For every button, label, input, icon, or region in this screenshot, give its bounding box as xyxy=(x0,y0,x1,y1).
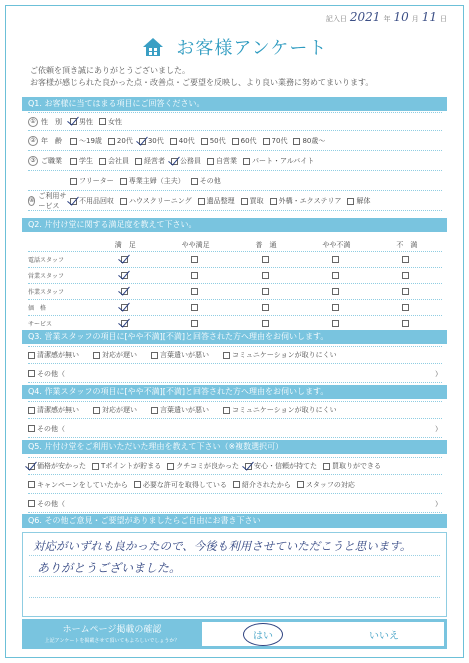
memo-line xyxy=(29,597,440,598)
option[interactable] xyxy=(93,350,137,360)
q5-row1 xyxy=(28,457,442,475)
checkbox[interactable] xyxy=(28,481,35,488)
option[interactable] xyxy=(347,196,370,206)
q2-cell xyxy=(160,320,230,327)
checkbox[interactable] xyxy=(120,178,127,185)
consent-options xyxy=(202,622,444,646)
option-label: 40代 xyxy=(178,137,195,145)
option[interactable] xyxy=(28,350,79,360)
option-label: 50代 xyxy=(209,137,226,145)
q3-other-row xyxy=(28,365,442,383)
consent-subtitle: 上記アンケートを掲載させて頂いてもよろしいでしょうか？ xyxy=(44,638,180,644)
checkbox[interactable] xyxy=(191,272,198,279)
checkbox[interactable] xyxy=(332,304,339,311)
q2-cell xyxy=(160,256,230,263)
option-label: その他（ xyxy=(37,424,65,433)
q2-cell xyxy=(160,272,230,279)
option[interactable] xyxy=(170,136,195,146)
homepage-consent xyxy=(22,619,447,649)
q2-cell xyxy=(231,288,301,295)
option[interactable] xyxy=(270,196,342,206)
checkbox[interactable] xyxy=(263,138,270,145)
q2-column-2: 普 通 xyxy=(255,240,277,249)
q2-cell xyxy=(301,272,371,279)
checkbox[interactable] xyxy=(134,481,141,488)
option[interactable] xyxy=(93,405,137,415)
q1-row xyxy=(28,192,442,211)
option[interactable] xyxy=(70,176,114,186)
row-number: ② xyxy=(28,136,38,146)
q4-options-row xyxy=(28,401,442,419)
option[interactable] xyxy=(28,405,79,415)
option-label: 価格が安かった xyxy=(37,462,86,470)
q1-row xyxy=(28,152,442,171)
q3-options-row xyxy=(28,346,442,364)
option-label: 公務員 xyxy=(180,157,201,165)
option-label: 対応が遅い xyxy=(102,351,137,359)
checkbox[interactable] xyxy=(293,138,300,145)
option-label: 30代 xyxy=(147,137,164,145)
option-label: 学生 xyxy=(79,157,93,165)
date-day-unit: 日 xyxy=(440,15,447,23)
option-label: その他（ xyxy=(37,369,65,378)
option[interactable] xyxy=(70,196,114,206)
checkbox[interactable] xyxy=(207,158,214,165)
checkbox[interactable] xyxy=(121,288,128,295)
checkbox[interactable] xyxy=(28,425,35,432)
checkbox[interactable] xyxy=(191,320,198,327)
q2-cell xyxy=(231,272,301,279)
intro-text xyxy=(30,65,373,89)
checkbox[interactable] xyxy=(135,158,142,165)
option[interactable] xyxy=(223,405,337,415)
close-paren: ） xyxy=(435,424,442,433)
checkbox[interactable] xyxy=(28,463,35,470)
checkbox[interactable] xyxy=(99,118,106,125)
option-label: 男性 xyxy=(79,117,93,126)
option[interactable] xyxy=(99,156,129,166)
q2-cell xyxy=(90,256,160,263)
q2-cell xyxy=(372,320,442,327)
q2-column-3: やや不満 xyxy=(322,240,351,249)
option[interactable] xyxy=(70,136,102,146)
option-label: 必要な許可を取得している xyxy=(142,480,227,489)
row-label: ご利用サービス xyxy=(38,192,67,210)
option[interactable] xyxy=(323,461,381,471)
option-label: 自営業 xyxy=(216,157,237,165)
comment-line-1: 対応がいずれも良かったので、今後も利用させていただこうと思います。 xyxy=(33,539,412,553)
option[interactable] xyxy=(70,156,93,166)
option[interactable] xyxy=(28,499,65,509)
option-label: 80歳～ xyxy=(302,137,326,145)
option[interactable] xyxy=(241,196,264,206)
q2-column-0: 満 足 xyxy=(114,240,136,249)
memo-line xyxy=(29,555,440,556)
q2-column-4: 不 満 xyxy=(396,240,418,249)
q1-heading: Q1. お客様に当てはまる項目にご回答ください。 xyxy=(22,97,447,111)
checkbox[interactable] xyxy=(198,198,205,205)
comment-box[interactable] xyxy=(22,532,447,617)
checkbox[interactable] xyxy=(223,407,230,414)
date-year-unit: 年 xyxy=(383,15,391,23)
checkbox[interactable] xyxy=(332,256,339,263)
option[interactable] xyxy=(28,461,86,471)
checkbox[interactable] xyxy=(232,138,239,145)
option[interactable] xyxy=(198,196,235,206)
option-label: 対応が遅い xyxy=(102,406,137,414)
option-label: キャンペーンをしていたから xyxy=(37,480,128,489)
checkbox[interactable] xyxy=(297,481,304,488)
q5-row2 xyxy=(28,476,442,494)
checkbox[interactable] xyxy=(121,304,128,311)
checkbox[interactable] xyxy=(92,463,99,470)
option-label: 紹介されたから xyxy=(241,480,291,489)
q2-row xyxy=(28,315,442,331)
q2-cell xyxy=(231,320,301,327)
q2-row xyxy=(28,251,442,267)
checkbox[interactable] xyxy=(323,463,330,470)
checkbox[interactable] xyxy=(262,320,269,327)
comment-line-2: ありがとうございました。 xyxy=(37,561,182,575)
option[interactable] xyxy=(70,117,93,127)
row-number: ④ xyxy=(29,197,35,204)
option-label: コミュニケーションが取りにくい xyxy=(232,351,337,359)
checkbox[interactable] xyxy=(402,272,409,279)
checkbox[interactable] xyxy=(233,481,240,488)
option[interactable] xyxy=(139,136,164,146)
q2-cell xyxy=(160,304,230,311)
q1-row-label xyxy=(28,136,70,146)
consent-title: ホームページ掲載の確認 xyxy=(62,625,162,635)
checkbox[interactable] xyxy=(28,407,35,414)
option-label: 会社員 xyxy=(108,157,129,165)
option[interactable] xyxy=(120,176,185,186)
intro-line: お客様が感じられた良かった点・改善点・ご要望を反映し、より良い業務に努めてまいります。 xyxy=(30,78,374,87)
checkbox[interactable] xyxy=(70,198,77,205)
option[interactable] xyxy=(167,461,239,471)
checkbox[interactable] xyxy=(28,352,35,359)
row-label: ご職業 xyxy=(41,157,62,165)
option[interactable] xyxy=(297,480,355,490)
date-month-unit: 月 xyxy=(411,15,419,23)
option[interactable] xyxy=(28,369,65,379)
consent-label xyxy=(22,619,202,649)
q1-row xyxy=(28,132,442,151)
option-label: クチコミが良かった xyxy=(176,462,240,470)
checkbox[interactable] xyxy=(28,370,35,377)
checkbox[interactable] xyxy=(332,288,339,295)
q2-cell xyxy=(372,272,442,279)
option-label: 買取 xyxy=(249,197,264,205)
checkbox[interactable] xyxy=(191,256,198,263)
page-title xyxy=(0,34,469,62)
checkbox[interactable] xyxy=(99,158,106,165)
checkbox[interactable] xyxy=(191,178,198,185)
checkbox[interactable] xyxy=(167,463,174,470)
q2-body xyxy=(28,251,442,331)
checkbox[interactable] xyxy=(151,352,158,359)
q2-row-label: 作業スタッフ xyxy=(28,289,65,296)
q2-row-label: 電話スタッフ xyxy=(28,257,65,264)
checkbox[interactable] xyxy=(262,304,269,311)
checkbox[interactable] xyxy=(332,320,339,327)
q2-cell xyxy=(301,288,371,295)
checkbox[interactable] xyxy=(245,463,252,470)
option[interactable] xyxy=(120,196,192,206)
q2-cell xyxy=(372,256,442,263)
option[interactable] xyxy=(223,350,337,360)
option-label: 経営者 xyxy=(144,157,165,165)
q2-header xyxy=(28,238,442,251)
q2-cell xyxy=(301,256,371,263)
q1-row-label xyxy=(28,117,70,127)
option-label: スタッフの対応 xyxy=(305,480,355,489)
q2-row xyxy=(28,299,442,315)
checkbox[interactable] xyxy=(223,352,230,359)
q2-column-1: やや満足 xyxy=(181,240,210,249)
memo-line xyxy=(29,576,440,577)
option-label: 言葉遣いが悪い xyxy=(160,406,209,414)
q2-cell xyxy=(231,256,301,263)
option-label: 言葉遣いが悪い xyxy=(160,351,209,359)
q1-row xyxy=(28,112,442,131)
option-label: 外構・エクステリア xyxy=(278,197,342,205)
q2-row xyxy=(28,283,442,299)
option-label: コミュニケーションが取りにくい xyxy=(232,406,337,414)
checkbox[interactable] xyxy=(191,288,198,295)
option-label: 専業主婦（主夫） xyxy=(128,177,185,185)
option-label: 買取りができる xyxy=(332,462,382,470)
row-label: 性 別 xyxy=(41,117,62,126)
option-label: 遺品整理 xyxy=(206,197,235,205)
title-text: お客様アンケート xyxy=(176,38,328,59)
q2-cell xyxy=(90,288,160,295)
q2-cell xyxy=(301,320,371,327)
checkbox[interactable] xyxy=(28,500,35,507)
close-paren: ） xyxy=(435,499,442,508)
option-label: 20代 xyxy=(116,137,133,145)
checkbox[interactable] xyxy=(243,158,250,165)
date-label: 記入日 xyxy=(325,15,347,23)
q2-cell xyxy=(372,304,442,311)
option[interactable] xyxy=(191,176,221,186)
checkbox[interactable] xyxy=(262,256,269,263)
row-label: 年 齢 xyxy=(41,137,62,145)
option-label: 清潔感が無い xyxy=(37,406,79,414)
checkbox[interactable] xyxy=(347,198,354,205)
checkbox[interactable] xyxy=(108,138,115,145)
checkbox[interactable] xyxy=(262,288,269,295)
option[interactable] xyxy=(135,156,165,166)
q1-row-label xyxy=(28,156,70,166)
checkbox[interactable] xyxy=(332,272,339,279)
checkbox[interactable] xyxy=(402,304,409,311)
date-year: 2021 xyxy=(349,10,381,24)
checkbox[interactable] xyxy=(170,138,177,145)
option-label: 安心・信頼が持てた xyxy=(254,462,318,470)
option[interactable] xyxy=(201,136,226,146)
checkbox[interactable] xyxy=(93,407,100,414)
checkbox[interactable] xyxy=(139,138,146,145)
q5-other-row xyxy=(28,495,442,513)
option[interactable] xyxy=(293,136,325,146)
date-day: 11 xyxy=(421,10,437,24)
option[interactable] xyxy=(243,156,314,166)
intro-line: ご依頼を頂き誠にありがとうございました。 xyxy=(30,66,190,75)
q3-heading: Q3. 営業スタッフの項目に[やや不満][不満]と回答された方へ理由をお伺いします。 xyxy=(22,330,447,344)
option-label: その他 xyxy=(199,177,221,185)
q2-cell xyxy=(90,272,160,279)
checkbox[interactable] xyxy=(70,158,77,165)
option-label: 清潔感が無い xyxy=(37,351,79,359)
checkbox[interactable] xyxy=(70,178,77,185)
option[interactable] xyxy=(245,461,317,471)
q5-heading: Q5. 片付け堂をご利用いただいた理由を教えて下さい（※複数選択可） xyxy=(22,440,447,454)
option[interactable] xyxy=(108,136,133,146)
q2-cell xyxy=(372,288,442,295)
date-line xyxy=(326,10,447,24)
q2-row-label: サービス xyxy=(28,320,53,328)
checkbox[interactable] xyxy=(201,138,208,145)
checkbox[interactable] xyxy=(93,352,100,359)
close-paren: ） xyxy=(435,369,442,378)
checkbox[interactable] xyxy=(191,304,198,311)
q2-cell xyxy=(160,288,230,295)
option[interactable] xyxy=(28,480,128,490)
date-month: 10 xyxy=(393,10,409,24)
q4-other-row xyxy=(28,420,442,438)
consent-yes[interactable]: はい xyxy=(247,627,279,642)
option[interactable] xyxy=(151,405,209,415)
q4-heading: Q4. 作業スタッフの項目に[やや不満][不満]と回答された方へ理由をお伺いします。 xyxy=(22,385,447,399)
q2-cell xyxy=(231,304,301,311)
option[interactable] xyxy=(92,461,161,471)
option-label: 解体 xyxy=(356,197,371,205)
option-label: フリーター xyxy=(79,177,114,185)
option[interactable] xyxy=(134,480,227,490)
option[interactable] xyxy=(232,136,257,146)
option[interactable] xyxy=(171,156,201,166)
checkbox[interactable] xyxy=(121,272,128,279)
checkbox[interactable] xyxy=(402,320,409,327)
checkbox[interactable] xyxy=(262,272,269,279)
q2-heading: Q2. 片付け堂に関する満足度を教えて下さい。 xyxy=(22,218,447,232)
option[interactable] xyxy=(99,117,122,127)
house-icon xyxy=(142,37,164,62)
row-number: ③ xyxy=(28,156,38,166)
checkbox[interactable] xyxy=(171,158,178,165)
option-label: 不用品回収 xyxy=(79,197,114,205)
consent-no[interactable]: いいえ xyxy=(369,630,399,642)
q2-row-label: 価 格 xyxy=(28,305,47,312)
checkbox[interactable] xyxy=(70,118,77,125)
option-label: その他（ xyxy=(37,499,65,508)
q1-row-label xyxy=(28,191,70,211)
q2-cell xyxy=(90,304,160,311)
option-label: パート・アルバイト xyxy=(252,157,315,165)
checkbox[interactable] xyxy=(402,256,409,263)
option-label: 60代 xyxy=(240,137,257,145)
option[interactable] xyxy=(233,480,291,490)
q6-heading: Q6. その他ご意見・ご要望がありましたらご自由にお書き下さい xyxy=(22,514,447,528)
q2-row xyxy=(28,267,442,283)
checkbox[interactable] xyxy=(402,288,409,295)
q2-cell xyxy=(301,304,371,311)
option[interactable] xyxy=(151,350,209,360)
checkbox[interactable] xyxy=(270,198,277,205)
q2-table xyxy=(28,238,442,331)
q2-row-label: 営業スタッフ xyxy=(28,273,65,280)
checkbox[interactable] xyxy=(151,407,158,414)
option-label: ～19歳 xyxy=(79,137,102,145)
option-label: 女性 xyxy=(108,117,122,126)
checkbox[interactable] xyxy=(121,256,128,263)
checkbox[interactable] xyxy=(121,320,128,327)
option[interactable] xyxy=(263,136,288,146)
row-number: ① xyxy=(28,117,38,127)
checkbox[interactable] xyxy=(241,198,248,205)
option-label: ハウスクリーニング xyxy=(129,197,192,205)
option-label: Tポイントが貯まる xyxy=(101,462,162,470)
q2-cell xyxy=(90,320,160,327)
option[interactable] xyxy=(28,424,65,434)
option[interactable] xyxy=(207,156,237,166)
checkbox[interactable] xyxy=(120,198,127,205)
option-label: 70代 xyxy=(271,137,288,145)
checkbox[interactable] xyxy=(70,138,77,145)
q1-row xyxy=(28,172,442,191)
